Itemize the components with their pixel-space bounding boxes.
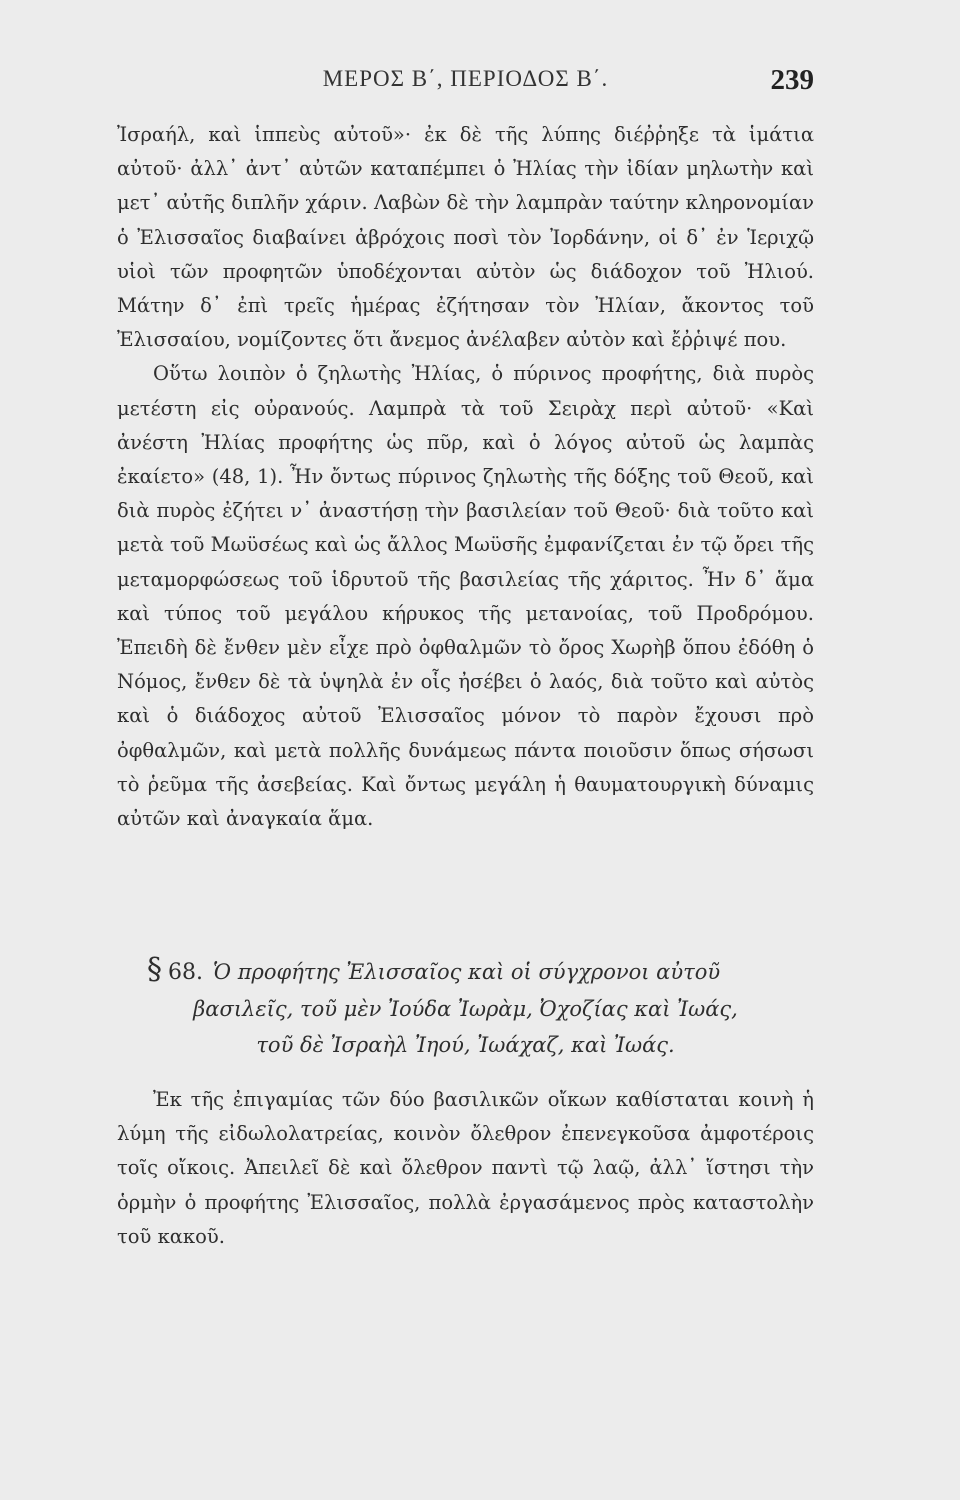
section-title-line-2: βασιλεῖς, τοῦ μὲν Ἰούδα Ἰωρὰμ, Ὀχοζίας καὶ Ἰωάς, xyxy=(193,997,738,1021)
section-heading xyxy=(117,952,814,1063)
paragraph-section-68: Ἐκ τῆς ἐπιγαμίας τῶν δύο βασιλικῶν οἴκων καθίσταται κοινὴ ἡ λύμη τῆς εἰδωλολατρείας, κοινὸν ὄλεθρον ἐπενεγκοῦσα ἀμφοτέροις τοῖς οἴκοις. Ἀπειλεῖ δὲ καὶ ὄλεθρον παντὶ τῷ λαῷ, ἀλλ᾽ ἵστησι τὴν ὁρμὴν ὁ προφήτης Ἐλισσαῖος, πολλὰ ἐργασάμενος πρὸς καταστολὴν τοῦ κακοῦ. xyxy=(117,1088,814,1248)
section-number: 68. xyxy=(168,960,203,985)
section-title-line-3: τοῦ δὲ Ἰσραὴλ Ἰηού, Ἰωάχαζ, καὶ Ἰωάς. xyxy=(256,1033,675,1057)
running-head-title: ΜΕΡΟΣ Β΄, ΠΕΡΙΟΔΟΣ Β΄. xyxy=(322,66,609,91)
section-text xyxy=(117,1083,814,1254)
main-text xyxy=(117,118,814,836)
paragraph-elijah: Οὕτω λοιπὸν ὁ ζηλωτὴς Ἠλίας, ὁ πύρινος προφήτης, διὰ πυρὸς μετέστη εἰς οὐρανούς. Λαμπρὰ τὰ τοῦ Σειρὰχ περὶ αὐτοῦ· «Καὶ ἀνέστη Ἠλίας προφήτης ὡς πῦρ, καὶ ὁ λόγος αὐτοῦ ὡς λαμπὰς ἐκαίετο» (48, 1). Ἦν ὄντως πύρινος ζηλωτὴς τῆς δόξης τοῦ Θεοῦ, καὶ διὰ πυρὸς ἐζήτει ν᾽ ἀναστήσῃ τὴν βασιλείαν τοῦ Θεοῦ· διὰ τοῦτο καὶ μετὰ τοῦ Μωϋσέως καὶ ὡς ἄλλος Μωϋσῆς ἐμφανίζεται ἐν τῷ ὄρει τῆς μεταμορφώσεως τοῦ ἱδρυτοῦ τῆς βασιλείας τῆς χάριτος. Ἦν δ᾽ ἅμα καὶ τύπος τοῦ μεγάλου κήρυκος τῆς μετανοίας, τοῦ Προδρόμου. Ἐπειδὴ δὲ ἔνθεν μὲν εἶχε πρὸ ὀφθαλμῶν τὸ ὄρος Χωρὴβ ὅπου ἐδόθη ὁ Νόμος, ἔνθεν δὲ τὰ ὑψηλὰ ἐν οἷς ἠσέβει ὁ λαός, διὰ τοῦτο καὶ αὐτὸς καὶ ὁ διάδοχος αὐτοῦ Ἐλισσαῖος μόνον τὸ παρὸν ἔχουσι πρὸ ὀφθαλμῶν, καὶ μετὰ πολλῆς δυνάμεως πάντα ποιοῦσιν ὅπως σήσωσι τὸ ῥεῦμα τῆς ἀσεβείας. Καὶ ὄντως μεγάλη ἡ θαυματουργικὴ δύναμις αὐτῶν καὶ ἀναγκαία ἅμα. xyxy=(117,362,814,831)
section-heading-line-1 xyxy=(117,952,814,991)
section-title-line-1: Ὁ προφήτης Ἐλισσαῖος καὶ οἱ σύγχρονοι αὐτοῦ xyxy=(213,960,721,984)
paragraph-continued: Ἰσραήλ, καὶ ἱππεὺς αὐτοῦ»· ἐκ δὲ τῆς λύπης διέῤῥηξε τὰ ἱμάτια αὐτοῦ· ἀλλ᾽ ἀντ᾽ αὐτῶν καταπέμπει ὁ Ἠλίας τὴν ἰδίαν μηλωτὴν καὶ μετ᾽ αὐτῆς διπλῆν χάριν. Λαβὼν δὲ τὴν λαμπρὰν ταύτην κληρονομίαν ὁ Ἐλισσαῖος διαβαίνει ἀβρόχοις ποσὶ τὸν Ἰορδάνην, οἱ δ᾽ ἐν Ἱεριχῷ υἱοὶ τῶν προφητῶν ὑποδέχονται αὐτὸν ὡς διάδοχον τοῦ Ἠλιού. Μάτην δ᾽ ἐπὶ τρεῖς ἡμέρας ἐζήτησαν τὸν Ἠλίαν, ἄκοντος τοῦ Ἐλισσαίου, νομίζοντες ὅτι ἄνεμος ἀνέλαβεν αὐτὸν καὶ ἔῤῥιψέ που. xyxy=(117,123,814,352)
section-mark: § xyxy=(147,952,162,987)
running-head xyxy=(117,66,814,106)
page-number: 239 xyxy=(770,64,814,96)
